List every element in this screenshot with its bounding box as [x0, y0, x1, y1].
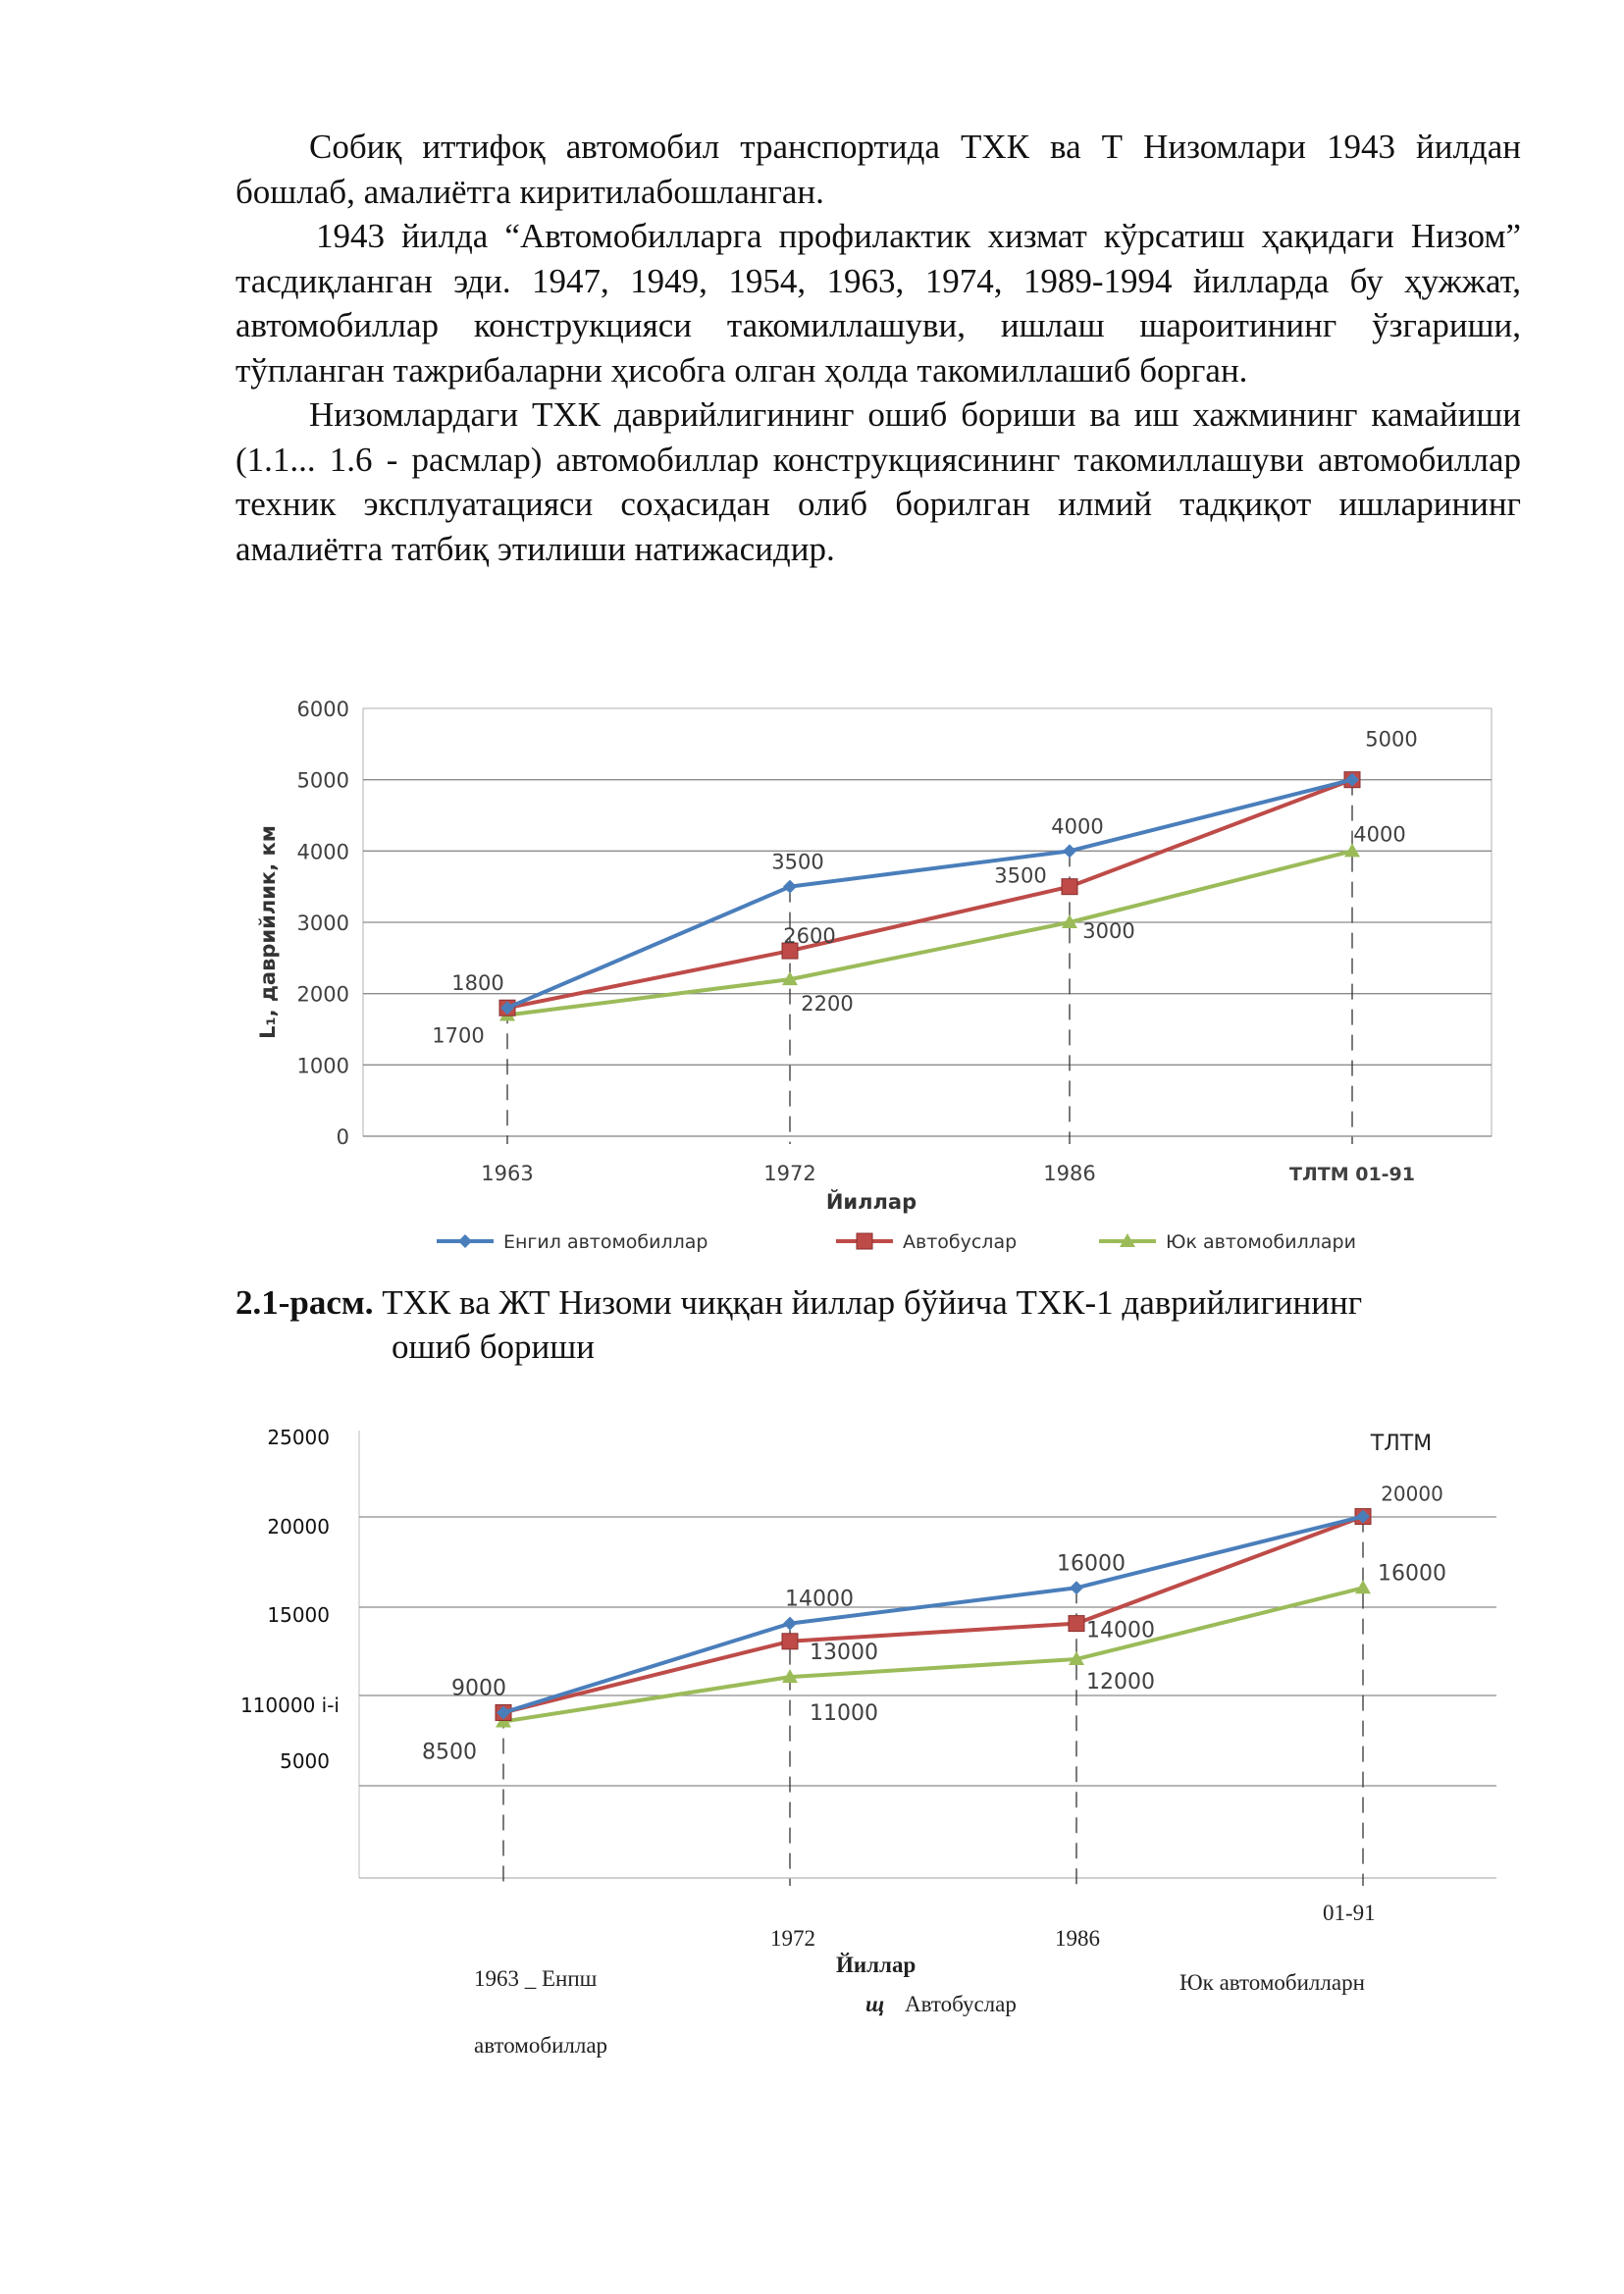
caption-line-1: ТХК ва ЖТ Низоми чиққан йиллар бўйича ТХК-1 даврийлигининг [382, 1283, 1363, 1322]
legend-marker [458, 1234, 472, 1248]
data-label: 3000 [1082, 919, 1135, 943]
data-label: 1700 [432, 1023, 485, 1048]
x-tick-label: 1986 [1043, 1162, 1096, 1185]
y-tick-label: 20000 [267, 1515, 330, 1538]
caption-number: 2.1-расм. [236, 1283, 374, 1322]
series-line [503, 1588, 1363, 1721]
paragraph-2: 1943 йилда “Автомобилларга профилактик хизмат кўрсатиш ҳақидаги Низом” тасдиқланган эди. 1947, 1949, 1954, 1963, 1974, 1989-1994 йилларда бу ҳужжат, автомобиллар конструкцияси такомиллашуви, ишлаш шароитининг ўзгариши, тўпланган тажрибаларни ҳисобга олган ҳолда такомиллашиб борган. [236, 217, 1521, 390]
data-label: 2200 [801, 992, 854, 1017]
x-axis-title: Йиллар [825, 1190, 917, 1214]
data-label: 5000 [1365, 727, 1418, 752]
data-label: 16000 [1057, 1551, 1126, 1577]
fig2-x-axis-title: Йиллар [836, 1953, 917, 1977]
data-label: 20000 [1381, 1482, 1443, 1506]
legend-marker [857, 1233, 872, 1249]
caption-line-2: ошиб бориши [392, 1328, 595, 1366]
x-tick-label: 1963 [481, 1162, 534, 1185]
fig2-legend-first-line2: автомобиллар [474, 2033, 608, 2058]
y-tick-label: 4000 [296, 840, 349, 864]
fig2-category-1972: 1972 [770, 1926, 815, 1951]
data-label: 12000 [1086, 1669, 1155, 1694]
y-tick-label: 2000 [296, 982, 349, 1007]
y-tick-label: 5000 [296, 768, 349, 793]
data-label: 14000 [785, 1587, 854, 1612]
data-label: 8500 [422, 1740, 477, 1765]
data-point [783, 1617, 797, 1631]
data-label: 16000 [1378, 1561, 1446, 1587]
figure-caption [236, 1280, 1531, 1369]
legend-label: Автобуслар [903, 1231, 1018, 1253]
data-label: 3500 [771, 850, 824, 874]
data-point [1063, 844, 1076, 858]
paragraph-3: Низомлардаги ТХК даврийлигининг ошиб бориши ва иш хажмининг камайиши (1.1... 1.6 - расмлар) автомобиллар конструкциясининг такомиллашуви автомобиллар техник эксплуатацияси соҳасидан олиб борилган илмий тадқиқот ишларининг амалиётга татбиқ этилиши натижасидир. [236, 395, 1521, 568]
series-line [503, 1517, 1363, 1713]
y-axis-title: L₁, даврийлик, км [256, 825, 280, 1039]
y-tick-label: 3000 [296, 912, 349, 935]
tltm-label: ТЛТМ [1370, 1432, 1433, 1456]
data-label: 9000 [451, 1676, 506, 1701]
fig2-legend-first: 1963 _ Енпш [474, 1966, 598, 1991]
y-tick-label: 110000 i-i [239, 1694, 340, 1717]
series-line [507, 780, 1352, 1009]
data-label: 14000 [1086, 1618, 1155, 1643]
y-tick-label: 15000 [267, 1603, 330, 1627]
data-label: 11000 [810, 1701, 878, 1727]
data-point [1069, 1616, 1084, 1632]
data-label: 4000 [1051, 814, 1104, 839]
chart-figure-1 [236, 687, 1511, 1266]
fig2-legend-third: Юк автомобилларн [1179, 1970, 1365, 1995]
data-label: 2600 [783, 924, 836, 949]
data-label: 3500 [994, 863, 1047, 888]
y-tick-label: 6000 [296, 698, 349, 721]
y-tick-label: 25000 [267, 1426, 330, 1449]
series-line [503, 1517, 1363, 1713]
data-label: 1800 [451, 971, 504, 996]
x-tick-label: ТЛТМ 01-91 [1289, 1164, 1415, 1185]
data-point [782, 1634, 798, 1649]
y-tick-label: 5000 [280, 1749, 330, 1773]
data-point [1062, 879, 1077, 895]
series-line [507, 851, 1352, 1015]
data-point [783, 880, 797, 894]
legend-label: Юк автомобиллари [1166, 1231, 1356, 1253]
fig2-category-1986: 1986 [1055, 1926, 1100, 1951]
legend-label: Енгил автомобиллар [503, 1231, 708, 1253]
x-tick-label: 1972 [763, 1162, 816, 1185]
fig2-category-0191: 01-91 [1323, 1901, 1376, 1925]
paragraph-1: Собиқ иттифоқ автомобил транспортида ТХК ва Т Низомлари 1943 йилдан бошлаб, амалиётга киритилабошланган. [236, 128, 1521, 211]
body-text [236, 125, 1521, 571]
y-tick-label: 0 [336, 1125, 349, 1149]
y-tick-label: 1000 [296, 1054, 349, 1078]
data-label: 4000 [1353, 822, 1406, 847]
data-point [1355, 1580, 1371, 1593]
fig2-legend-second: Автобуслар [905, 1992, 1017, 2016]
fig2-legend-second-marker: щ [865, 1992, 885, 2016]
data-label: 13000 [810, 1640, 878, 1665]
series-line [507, 780, 1352, 1009]
data-point [1070, 1581, 1083, 1594]
